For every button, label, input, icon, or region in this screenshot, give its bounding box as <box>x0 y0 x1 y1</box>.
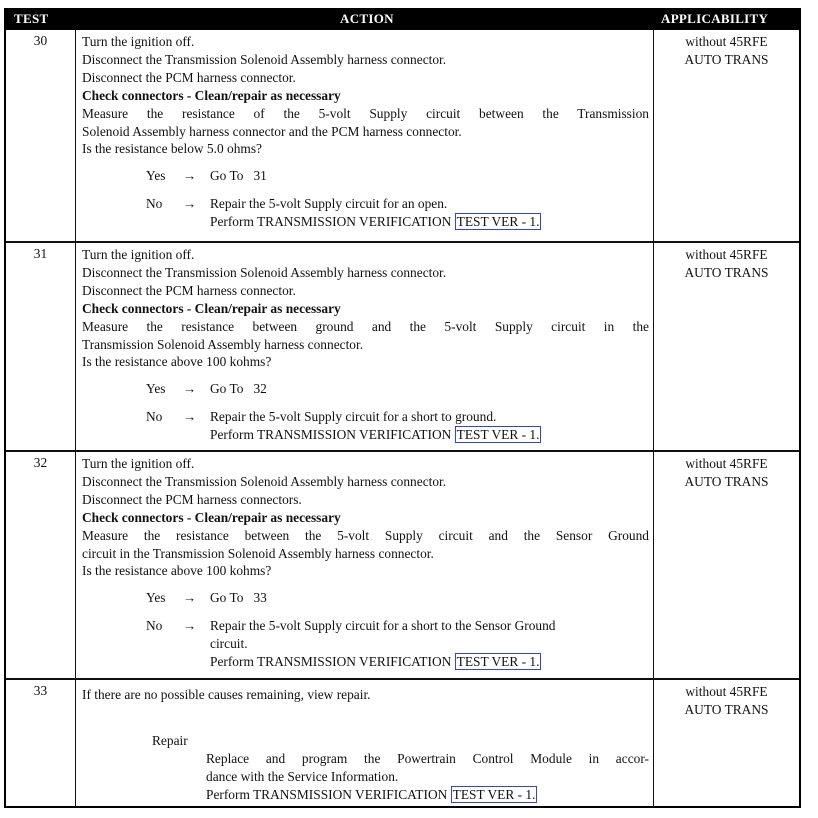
table-header <box>4 8 801 30</box>
repair-text: dance with the Service Information. <box>206 768 399 784</box>
applicability-text: AUTO TRANS <box>684 264 769 280</box>
header-applicability: APPLICABILITY <box>661 11 769 26</box>
test-ver-link[interactable]: TEST VER - 1. <box>456 654 540 670</box>
applicability-text: without 45RFE <box>685 684 768 699</box>
yes-label: Yes <box>146 168 166 184</box>
perform-line <box>210 653 541 671</box>
perform-text: Perform TRANSMISSION VERIFICATION <box>210 654 455 670</box>
step-text: Disconnect the Transmission Solenoid Assembly harness connector. <box>82 473 447 489</box>
measure-text: Solenoid Assembly harness connector and the PCM harness connector. <box>82 123 462 139</box>
measure-text: Measure the resistance between the 5-volt Supply circuit and the Sensor Ground <box>82 527 649 543</box>
applicability-text: without 45RFE <box>685 456 768 471</box>
goto-text: Go To 33 <box>210 590 267 606</box>
test-number: 30 <box>6 30 76 241</box>
step-text: Turn the ignition off. <box>82 34 195 49</box>
test-number: 32 <box>6 452 76 678</box>
test-ver-link[interactable]: TEST VER - 1. <box>452 786 536 802</box>
no-branch <box>146 195 649 231</box>
test-number: 33 <box>6 680 76 808</box>
table-row-test-33 <box>6 680 799 808</box>
repair-text: Repair the 5-volt Supply circuit for a short to ground. <box>210 409 497 425</box>
action-cell <box>76 30 654 241</box>
action-cell <box>76 243 654 450</box>
no-label: No <box>146 409 163 425</box>
perform-text: Perform TRANSMISSION VERIFICATION <box>210 427 455 443</box>
header-action: ACTION <box>340 11 394 26</box>
test-ver-link[interactable]: TEST VER - 1. <box>456 427 540 443</box>
repair-text: Replace and program the Powertrain Control Module in accor- <box>206 750 649 766</box>
step-text: Disconnect the PCM harness connector. <box>82 69 296 85</box>
action-cell <box>76 452 654 678</box>
test-number: 31 <box>6 243 76 450</box>
check-connectors-note: Check connectors - Clean/repair as necessary <box>82 509 341 525</box>
goto-text: Go To 31 <box>210 168 267 184</box>
no-branch <box>146 617 649 671</box>
repair-text-cont: circuit. <box>210 636 248 652</box>
header-test: TEST <box>14 11 49 26</box>
repair-text: Repair the 5-volt Supply circuit for an open. <box>210 196 448 212</box>
table-row-test-30 <box>6 30 799 243</box>
applicability-text: without 45RFE <box>685 34 768 49</box>
arrow-right-icon: → <box>183 618 197 634</box>
yes-branch <box>146 380 649 398</box>
applicability-text: without 45RFE <box>685 247 768 262</box>
no-branch <box>146 408 649 444</box>
repair-label: Repair <box>152 732 188 748</box>
yes-branch <box>146 167 649 185</box>
perform-text: Perform TRANSMISSION VERIFICATION <box>206 786 451 802</box>
applicability-cell <box>654 452 799 681</box>
diagnostic-table <box>4 8 801 808</box>
check-connectors-note: Check connectors - Clean/repair as necessary <box>82 300 341 316</box>
test-ver-link[interactable]: TEST VER - 1. <box>456 214 540 230</box>
yes-branch <box>146 589 649 607</box>
measure-text: Transmission Solenoid Assembly harness connector. <box>82 336 364 352</box>
arrow-right-icon: → <box>183 168 197 184</box>
perform-text: Perform TRANSMISSION VERIFICATION <box>210 214 455 230</box>
arrow-right-icon: → <box>183 409 197 425</box>
intro-text: If there are no possible causes remaining, view repair. <box>82 687 371 702</box>
perform-line <box>210 213 541 231</box>
applicability-text: AUTO TRANS <box>684 473 769 489</box>
repair-text: Repair the 5-volt Supply circuit for a short to the Sensor Ground <box>210 618 556 634</box>
table-row-test-32 <box>6 452 799 680</box>
yes-label: Yes <box>146 590 166 606</box>
step-text: Turn the ignition off. <box>82 456 195 471</box>
measure-text: circuit in the Transmission Solenoid Assembly harness connector. <box>82 545 434 561</box>
question-text: Is the resistance above 100 kohms? <box>82 354 272 370</box>
arrow-right-icon: → <box>183 590 197 606</box>
question-text: Is the resistance above 100 kohms? <box>82 563 272 579</box>
applicability-text: AUTO TRANS <box>684 51 769 67</box>
measure-text: Measure the resistance of the 5-volt Supply circuit between the Transmission <box>82 105 649 121</box>
question-text: Is the resistance below 5.0 ohms? <box>82 141 262 157</box>
perform-line <box>206 786 649 804</box>
check-connectors-note: Check connectors - Clean/repair as necessary <box>82 87 341 103</box>
applicability-cell <box>654 30 799 244</box>
action-cell <box>76 680 654 808</box>
applicability-cell <box>654 243 799 453</box>
step-text: Disconnect the Transmission Solenoid Assembly harness connector. <box>82 51 447 67</box>
step-text: Disconnect the PCM harness connector. <box>82 282 296 298</box>
applicability-cell <box>654 680 799 811</box>
step-text: Turn the ignition off. <box>82 247 195 262</box>
step-text: Disconnect the Transmission Solenoid Assembly harness connector. <box>82 264 447 280</box>
no-label: No <box>146 618 163 634</box>
measure-text: Measure the resistance between ground and the 5-volt Supply circuit in the <box>82 318 649 334</box>
applicability-text: AUTO TRANS <box>684 701 769 717</box>
yes-label: Yes <box>146 381 166 397</box>
perform-line <box>210 426 541 444</box>
arrow-right-icon: → <box>183 381 197 397</box>
step-text: Disconnect the PCM harness connectors. <box>82 491 302 507</box>
arrow-right-icon: → <box>183 196 197 212</box>
no-label: No <box>146 196 163 212</box>
table-row-test-31 <box>6 243 799 452</box>
goto-text: Go To 32 <box>210 381 267 397</box>
